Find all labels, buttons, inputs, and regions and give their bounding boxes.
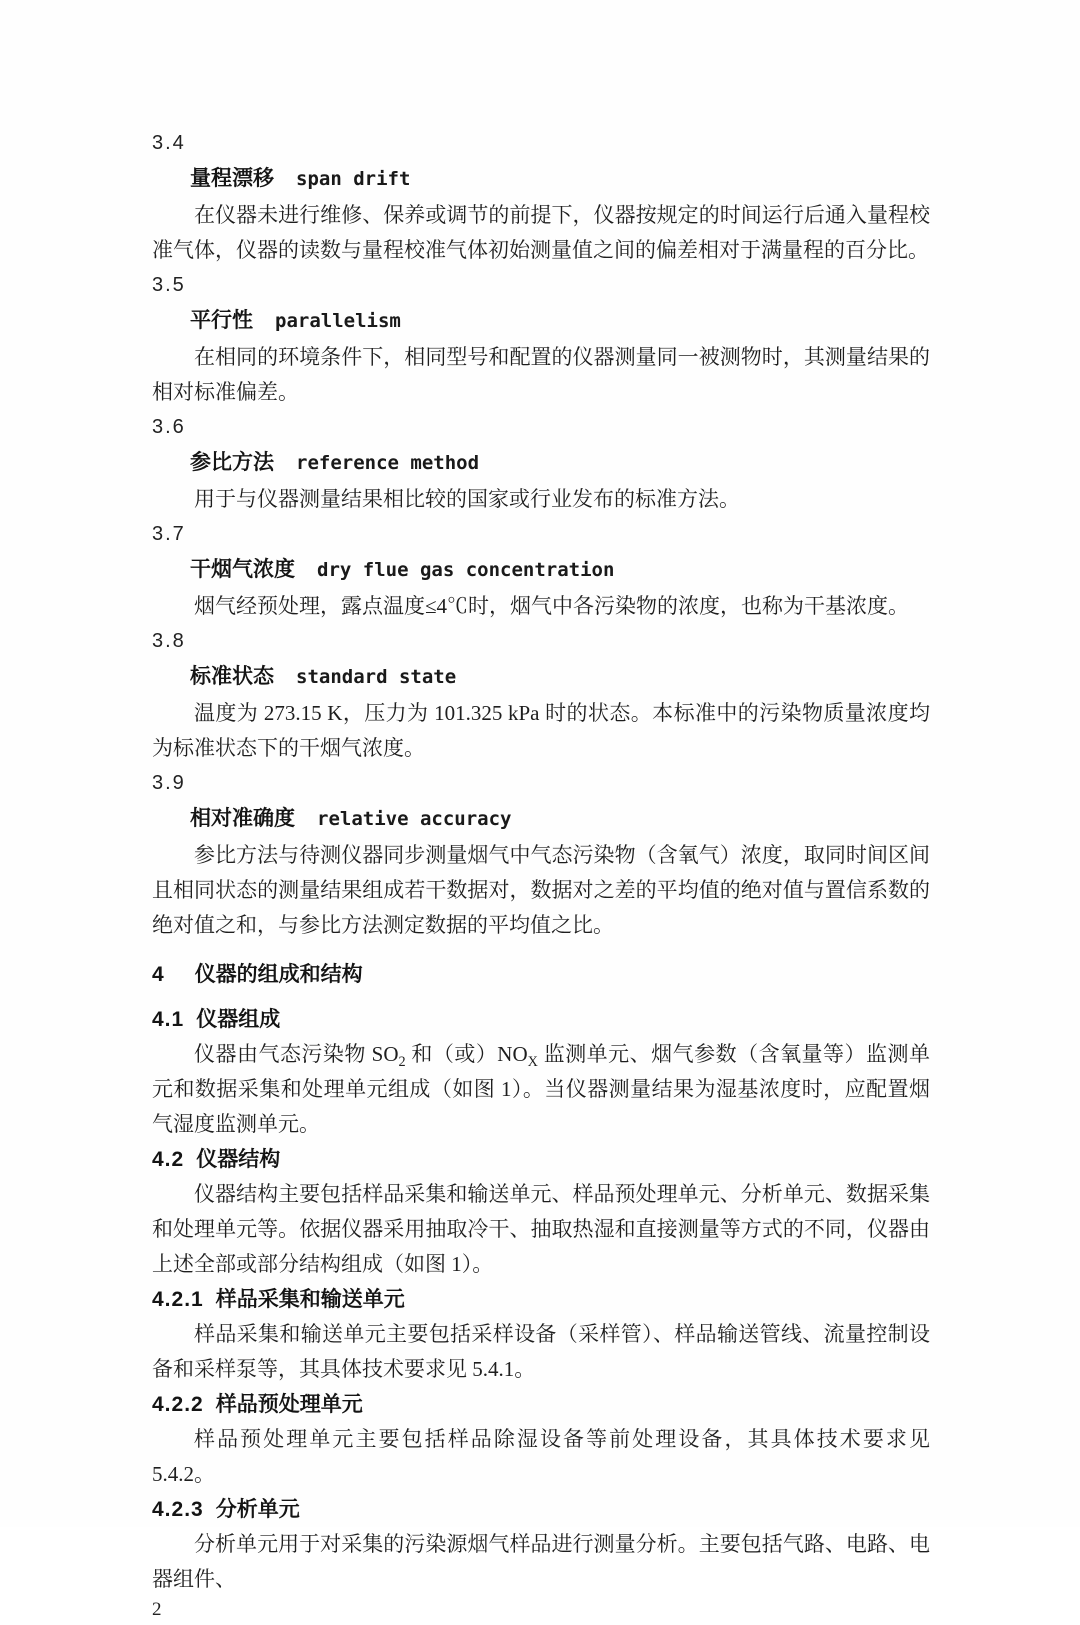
term-chinese: 相对准确度 <box>190 807 295 830</box>
subsection-body <box>152 1037 930 1142</box>
term-chinese: 参比方法 <box>190 451 274 474</box>
term-heading <box>152 445 930 482</box>
term-heading <box>152 552 930 589</box>
subsection-title: 分析单元 <box>215 1498 300 1521</box>
definition-section-3-9 <box>152 766 930 943</box>
subsection-heading <box>152 1282 930 1317</box>
subsection-heading <box>152 1002 930 1037</box>
page-number: 2 <box>152 1599 162 1620</box>
definition-section-3-7 <box>152 517 930 624</box>
subsection-number: 4.2.2 <box>152 1393 204 1416</box>
definition-section-3-4 <box>152 126 930 268</box>
definition-body: 在相同的环境条件下，相同型号和配置的仪器测量同一被测物时，其测量结果的相对标准偏差。 <box>152 345 930 404</box>
definition-body: 在仪器未进行维修、保养或调节的前提下，仪器按规定的时间运行后通入量程校准气体，仪器的读数与量程校准气体初始测量值之间的偏差相对于满量程的百分比。 <box>152 203 930 262</box>
subsection-title: 样品预处理单元 <box>215 1393 363 1416</box>
term-heading <box>152 161 930 198</box>
section-number: 3.8 <box>152 630 186 652</box>
subsection-number: 4.2.1 <box>152 1288 204 1311</box>
subsection-heading <box>152 1387 930 1422</box>
chapter-number: 4 <box>152 963 165 986</box>
subsection-title: 仪器组成 <box>196 1008 281 1031</box>
nox-subscript: X <box>527 1054 538 1071</box>
definition-section-3-5 <box>152 268 930 410</box>
term-english: reference method <box>296 452 480 474</box>
definition-body: 烟气经预处理，露点温度≤4℃时，烟气中各污染物的浓度，也称为干基浓度。 <box>194 594 910 618</box>
term-english: standard state <box>296 666 457 688</box>
term-english: dry flue gas concentration <box>317 559 615 581</box>
definition-body: 用于与仪器测量结果相比较的国家或行业发布的标准方法。 <box>194 487 740 511</box>
term-chinese: 标准状态 <box>190 665 274 688</box>
subsection-4-2 <box>152 1142 930 1282</box>
so2-subscript: 2 <box>398 1054 406 1071</box>
term-heading <box>152 801 930 838</box>
subsection-number: 4.2 <box>152 1148 185 1171</box>
term-heading <box>152 659 930 696</box>
subsection-4-2-3 <box>152 1492 930 1597</box>
subsection-body: 样品采集和输送单元主要包括采样设备（采样管）、样品输送管线、流量控制设备和采样泵等，其具体技术要求见 5.4.1。 <box>152 1322 930 1381</box>
chapter-title: 仪器的组成和结构 <box>194 963 363 986</box>
body-text: 监测单元、烟气参数（含氧量等）监测单元和数据采集和处理单元组成（如图 1）。当仪器测量结果为湿基浓度时，应配置烟气湿度监测单元。 <box>152 1042 930 1136</box>
subsection-body: 样品预处理单元主要包括样品除湿设备等前处理设备，其具体技术要求见 5.4.2。 <box>152 1427 930 1486</box>
subsection-4-2-1 <box>152 1282 930 1387</box>
subsection-body: 仪器结构主要包括样品采集和输送单元、样品预处理单元、分析单元、数据采集和处理单元等。依据仪器采用抽取冷干、抽取热湿和直接测量等方式的不同，仪器由上述全部或部分结构组成（如图 1）。 <box>152 1182 930 1276</box>
subsection-4-1 <box>152 1002 930 1142</box>
chapter-heading <box>152 957 930 992</box>
term-english: parallelism <box>275 310 401 332</box>
term-english: span drift <box>296 168 411 190</box>
subsection-body: 分析单元用于对采集的污染源烟气样品进行测量分析。主要包括气路、电路、电器组件、 <box>152 1532 930 1591</box>
term-english: relative accuracy <box>317 808 512 830</box>
term-heading <box>152 303 930 340</box>
definition-section-3-6 <box>152 410 930 517</box>
subsection-title: 样品采集和输送单元 <box>215 1288 405 1311</box>
term-chinese: 干烟气浓度 <box>190 558 295 581</box>
section-number: 3.4 <box>152 132 186 154</box>
definition-body: 参比方法与待测仪器同步测量烟气中气态污染物（含氧气）浓度，取同时间区间且相同状态的测量结果组成若干数据对，数据对之差的平均值的绝对值与置信系数的绝对值之和，与参比方法测定数据的平均值之比。 <box>152 843 930 937</box>
subsection-title: 仪器结构 <box>196 1148 281 1171</box>
section-number: 3.7 <box>152 523 186 545</box>
body-text: 仪器由气态污染物 SO <box>194 1042 399 1066</box>
section-number: 3.5 <box>152 274 186 296</box>
body-text: 和（或）NO <box>405 1042 528 1066</box>
subsection-number: 4.2.3 <box>152 1498 204 1521</box>
subsection-4-2-2 <box>152 1387 930 1492</box>
definition-body: 温度为 273.15 K，压力为 101.325 kPa 时的状态。本标准中的污染物质量浓度均为标准状态下的干烟气浓度。 <box>152 701 930 760</box>
section-number: 3.9 <box>152 772 186 794</box>
subsection-heading <box>152 1142 930 1177</box>
definition-section-3-8 <box>152 624 930 766</box>
subsection-number: 4.1 <box>152 1008 185 1031</box>
term-chinese: 量程漂移 <box>190 167 274 190</box>
section-number: 3.6 <box>152 416 186 438</box>
term-chinese: 平行性 <box>190 309 253 332</box>
subsection-heading <box>152 1492 930 1527</box>
